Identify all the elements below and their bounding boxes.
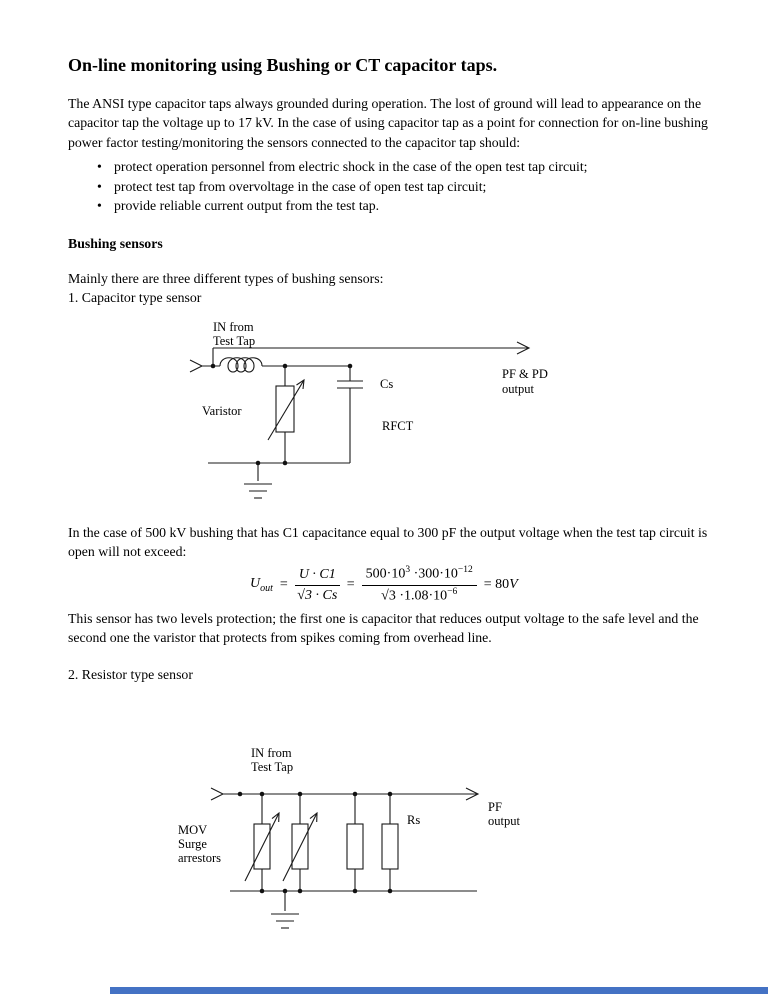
inductor-coil [220,357,262,371]
fraction-numeric: $\frac{500\cdot 10^3 \cdot 300\cdot 10^{-12}}{√3 \cdot 1.08\cdot 10^{-6}}$ [362,565,477,604]
varistor-arrow [268,380,304,440]
input-arrow-icon [190,360,202,372]
resistor-box [382,824,398,869]
d2-pf-label: PF [488,800,502,814]
resistor-box [347,824,363,869]
d1-rfct-label: RFCT [382,418,414,433]
footer-bar [110,987,768,994]
list-item: • provide reliable current output from the test tap. [114,196,710,215]
diagram-labels [178,746,520,865]
d2-mov-label: MOV [178,823,208,837]
d1-cs-label: Cs [380,376,394,391]
fraction-symbolic: $\frac{U \cdot C1}{√3 \cdot Cs}$ [295,566,340,604]
d1-test-tap-label: Test Tap [213,333,256,348]
capacitor-sensor-diagram [180,318,560,518]
list-item: • protect test tap from overvoltage in the case of open test tap circuit; [114,177,710,196]
d1-in-from-label: IN from [213,319,254,334]
d2-output-label: output [488,814,520,828]
circuit-wires [190,342,529,498]
sensor-2-label: 2. Resistor type sensor [68,666,193,682]
sensor-types-paragraph [68,269,710,308]
circuit-wires [211,788,478,928]
requirement-list [68,157,710,215]
d2-in-from-label: IN from [251,746,292,760]
resistor-sensor-diagram [175,741,535,941]
page-title: On-line monitoring using Bushing or CT capacitor taps. [68,55,498,75]
d1-output-label: output [502,381,534,396]
d1-varistor-label: Varistor [202,403,242,418]
equals-sign: = [346,577,355,593]
junction-dots [238,792,393,894]
list-item: • protect operation personnel from electric shock in the case of the open test tap circuit; [114,157,710,176]
varistor-box [276,386,294,432]
sensor-1-label: 1. Capacitor type sensor [68,290,202,306]
d1-pf-pd-label: PF & PD [502,366,548,381]
formula-result: = 80V [483,577,518,593]
formula [250,565,710,604]
d2-arrestors-label: arrestors [178,851,222,865]
document-content [68,0,710,941]
d2-rs-label: Rs [407,813,421,827]
formula-lhs: $U_{out}$ [250,576,273,595]
intro-paragraph: The ANSI type capacitor taps always grounded during operation. The lost of ground will lead to appearance on the capacitor tap the voltage up to 17 kV. In the case of using capacitor tap as a point for connection for on-line bushing power factor testing/monitoring the sensors connected to the capacitor tap should: [68,96,708,150]
d2-surge-label: Surge [178,837,207,851]
section-heading-bushing-sensors: Bushing sensors [68,236,163,252]
d2-test-tap-label: Test Tap [251,760,294,774]
sensor-types-line: Mainly there are three different types of bushing sensors: [68,270,384,286]
input-arrow-icon [211,788,223,800]
protection-paragraph: This sensor has two levels protection; the first one is capacitor that reduces output voltage to the safe level and the second one the varistor that protects from spikes coming from overhead line. [68,610,699,646]
diagram-labels [202,320,548,433]
varistor-arrowhead-icon [297,380,305,389]
case-paragraph: In the case of 500 kV bushing that has C1 capacitance equal to 300 pF the output voltage when the test tap circuit is open will not exceed: [68,524,708,560]
equals-sign: = [279,577,288,593]
